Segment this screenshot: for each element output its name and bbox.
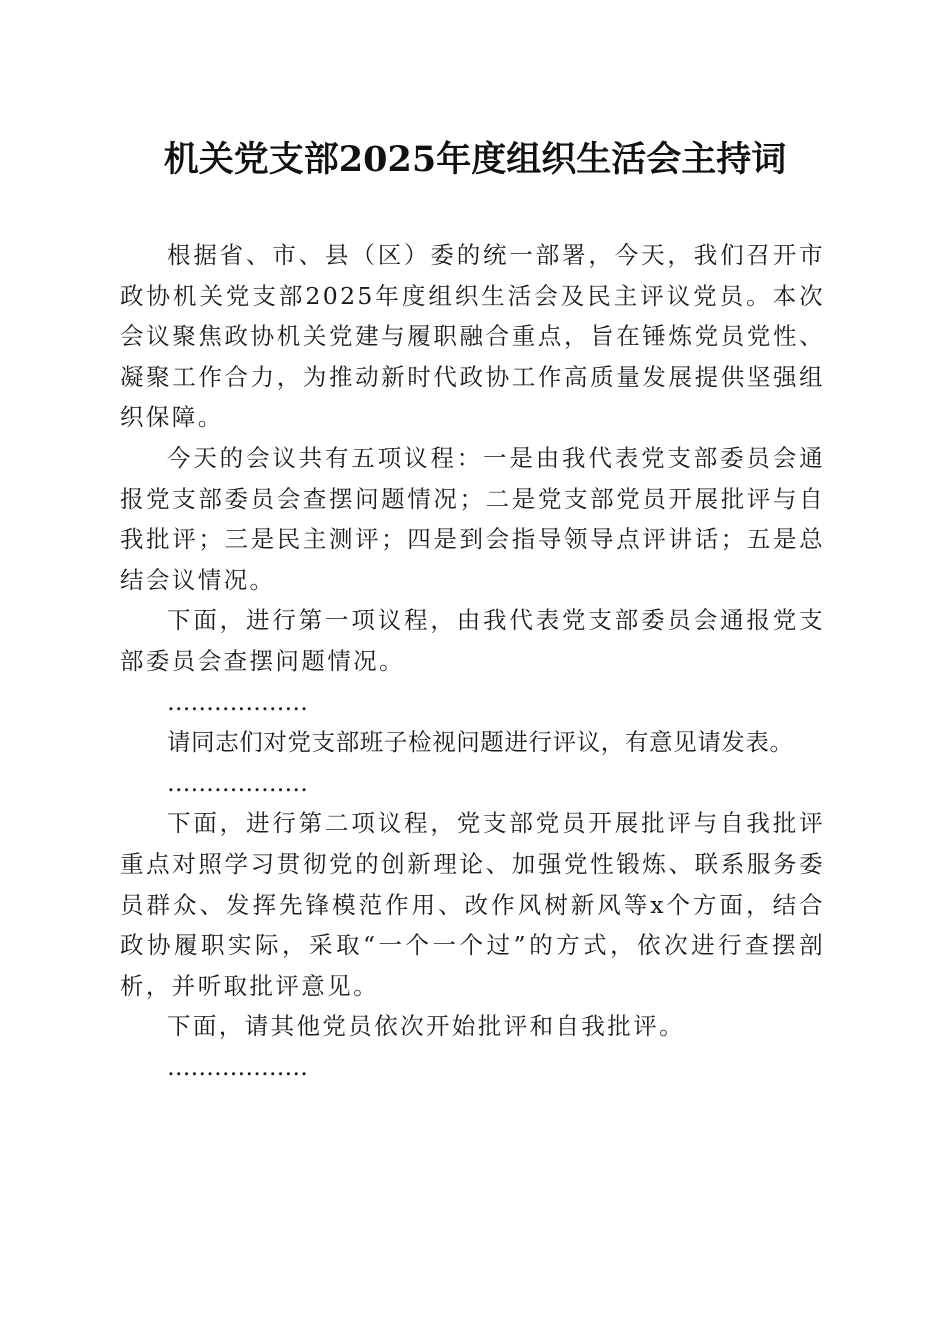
ellipsis-placeholder: ………………	[167, 687, 308, 716]
ellipsis-placeholder: ………………	[167, 1052, 308, 1081]
paragraph-second-item: 下面，进行第二项议程，党支部党员开展批评与自我批评重点对照学习贯彻党的创新理论、加强党性锻炼、联系服务委员群众、发挥先锋模范作用、改作风树新风等x个方面，结合政协履职实际，采取“一个一个过”的方式，依次进行查摆剖析，并听取批评意见。	[120, 809, 825, 1000]
document-title: 机关党支部2025年度组织生活会主持词	[163, 139, 787, 180]
ellipsis-placeholder: ………………	[167, 768, 308, 797]
paragraph-first-item: 下面，进行第一项议程，由我代表党支部委员会通报党支部委员会查摆问题情况。	[120, 606, 825, 675]
paragraph-review-request: 请同志们对党支部班子检视问题进行评议，有意见请发表。	[167, 728, 794, 757]
paragraph-intro: 根据省、市、县（区）委的统一部署，今天，我们召开市政协机关党支部2025年度组织生活会及民主评议党员。本次会议聚焦政协机关党建与履职融合重点，旨在锤炼党员党性、凝聚工作合力，为推动新时代政协工作高质量发展提供坚强组织保障。	[120, 241, 825, 432]
paragraph-agenda: 今天的会议共有五项议程：一是由我代表党支部委员会通报党支部委员会查摆问题情况；二是党支部党员开展批评与自我批评；三是民主测评；四是到会指导领导点评讲话；五是总结会议情况。	[120, 443, 825, 594]
document-body	[120, 235, 825, 1087]
paragraph-other-members: 下面，请其他党员依次开始批评和自我批评。	[167, 1012, 685, 1041]
